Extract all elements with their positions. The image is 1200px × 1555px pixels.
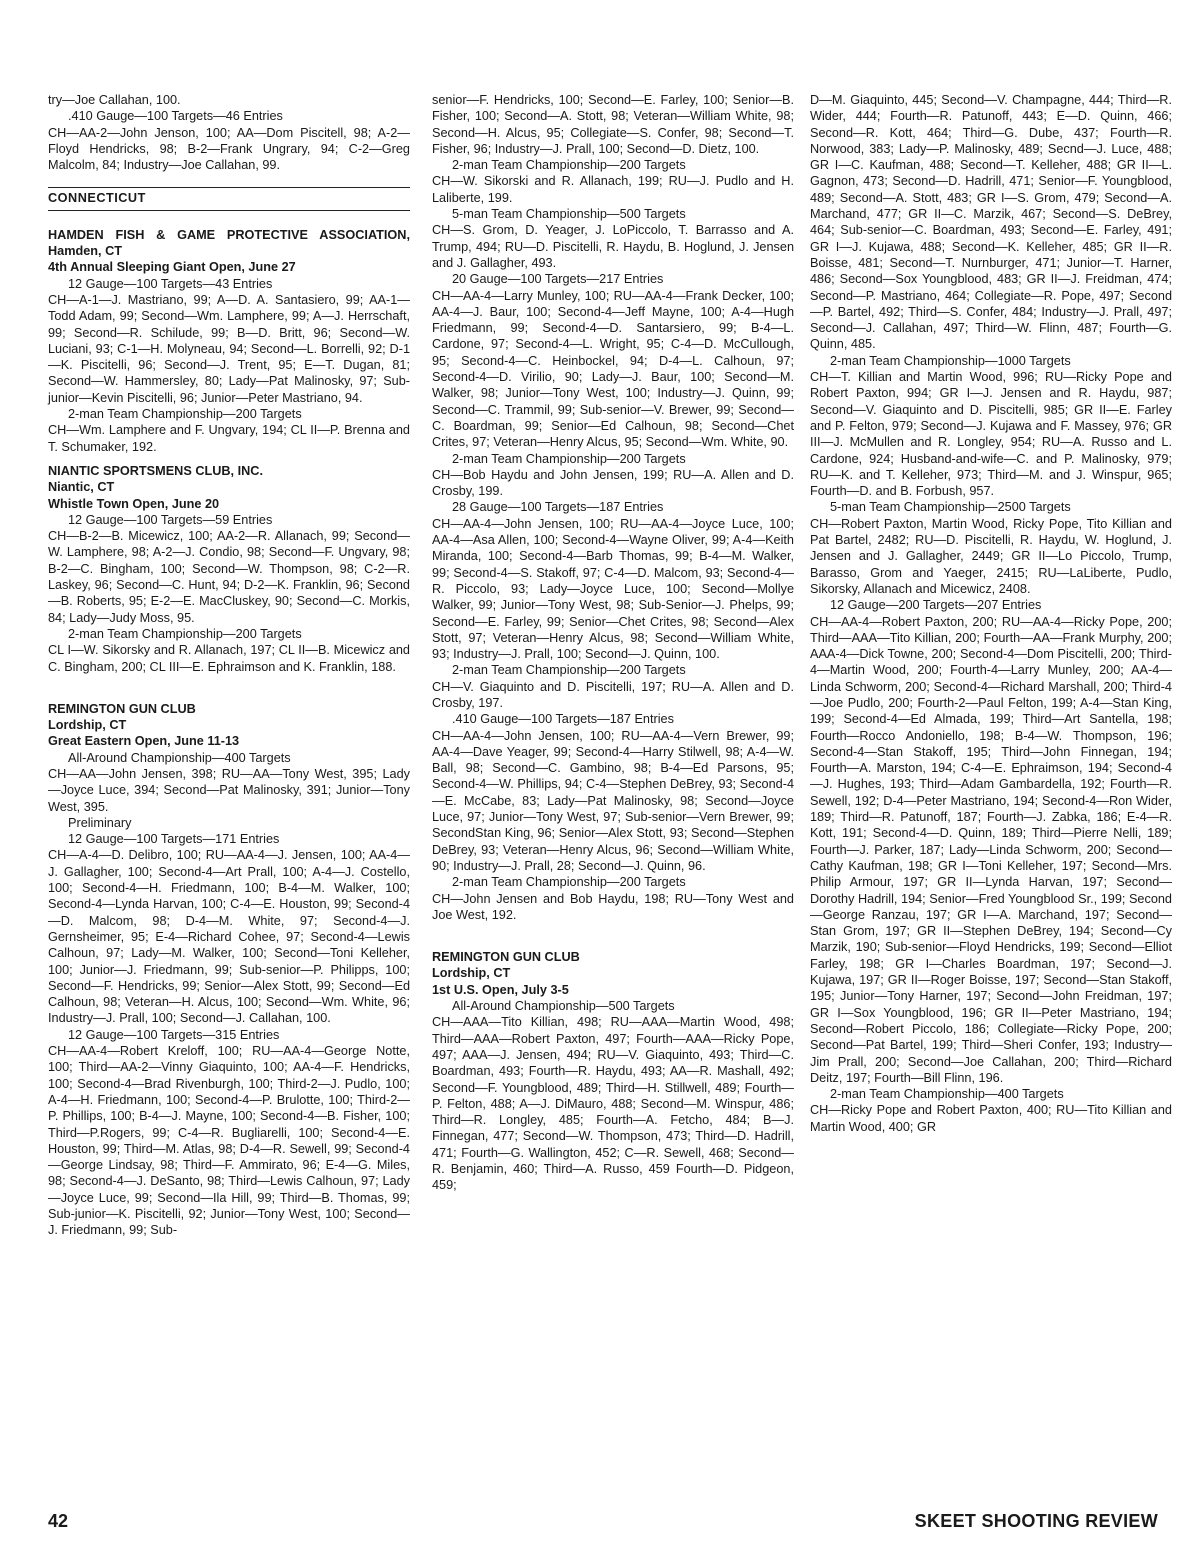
event-heading: 2-man Team Championship—400 Targets bbox=[830, 1087, 1064, 1102]
results-text: CH—AA-4—Robert Paxton, 200; RU—AA-4—Ricky Pope, 200; Third—AAA—Tito Killian, 200; Fourth—AA—Frank Murphy, 200; AAA-4—Dick Towne, 200; Second-4—Dom Piscitelli, 200; Third-4—Martin Wood, 200; Fourth-4—Larry Munley, 200; AA-4—Linda Schworm, 200; Second-4—Richard Marshall, 200; Third-4—Joe Pudlo, 200; Fourth-2—Paul Felton, 199; A-4—Stan King, 199; Second-4—Ed Almada, 199; Third—Art Santella, 198; Fourth—Rocco Andoniello, 198; B-4—W. Thompson, 196; Second-4—Stan Stakoff, 195; Third—John Finnegan, 194; Fourth—A. Marston, 194; C-4—E. Ephraimson, 194; Second-4—J. Hughes, 193; Third—Adam Gambardella, 192; Fourth—R. Sewell, 192; D-4—Peter Mastriano, 194; Second-4—Ron Wider, 189; Third—R. Patunoff, 187; Fourth—J. Zabka, 186; E-4—R. Kott, 191; Second-4—D. Quinn, 189; Third—Pierre Nelli, 189; Fourth—J. Parker, 187; Lady—Linda Schworm, 200; Second—Cathy Kaufman, 198; GR I—Toni Kelleher, 197; Second—Mrs. Philip Armour, 197; GR II—Lynda Harvan, 197; Second—Dorothy Hadrill, 194; Senior—Fred Youngblood Sr., 199; Second—George Ranzau, 197; GR I—A. Marchand, 197; Second—Stan Grom, 197; GR II—Stephen DeBrey, 194; Second—Cy Marzik, 190; Sub-senior—Floyd Hendricks, 199; Second—Elliot Farley, 198; GR I—Charles Boardman, 197; Second—J. Kujawa, 197; GR II—Roger Boisse, 197; Second—Stan Stakoff, 195; Junior—Tony Harner, 197; Second—John Freidman, 197; GR I—Sox Youngblood, 196; GR II—Peter Mastriano, 194; Second—Robert Piccolo, 186; Collegiate—Ricky Pope, 200; Second—Pat Bartel, 199; Third—Sheri Confer, 193; Industry—Jim Prall, 200; Second—Joe Callahan, 200; Third—Richard Deitz, 197; Fourth—Bill Flinn, 196. bbox=[810, 614, 1172, 1085]
results-text: CH—S. Grom, D. Yeager, J. LoPiccolo, T. Barrasso and A. Trump, 494; RU—D. Piscitelli, R. Haydu, B. Hoglund, J. Jensen and J. Gallagher, 493. bbox=[432, 223, 794, 270]
club-name: REMINGTON GUN CLUB bbox=[48, 701, 196, 716]
results-text: CH—AA-4—Robert Kreloff, 100; RU—AA-4—George Notte, 100; Third—AA-2—Vinny Giaquinto, 100; AA-4—F. Hendricks, 100; Second-4—Brad Rivenburgh, 100; Third-2—J. Pudlo, 100; A-4—H. Friedmann, 100; Second-4—P. Brulotte, 100; Third-2—P. Phillips, 100; B-4—J. Mayne, 100; Second-4—B. Fisher, 100; Third—P.Rogers, 99; C-4—R. Bugliarelli, 100; Second-4—E. Houston, 99; Third—M. Atlas, 98; D-4—R. Sewell, 99; Second-4—George Lindsay, 98; Third—F. Ammirato, 96; E-4—G. Miles, 98; Second-4—J. DeSanto, 98; Third—Lewis Calhoun, 97; Lady—Joyce Luce, 99; Second—Ila Hill, 99; Third—B. Thomas, 99; Sub-junior—K. Piscitelli, 92; Junior—Tony West, 100; Second—J. Friedmann, 99; Sub- bbox=[48, 1044, 410, 1238]
results-text: CH—A-1—J. Mastriano, 99; A—D. A. Santasiero, 99; AA-1—Todd Adam, 99; Second—Wm. Lamphere, 99; A—J. Herrschaft, 99; Second—R. Schilude, 99; B—D. Britt, 96; Second—W. Luciani, 93; C-1—H. Molyneau, 94; Second—L. Borrelli, 92; D-1—K. Piscitelli, 96; Second—J. Trent, 95; E—T. Dugan, 81; Second—W. Hammersley, 80; Lady—Pat Malinosky, 97; Sub-junior—Kevin Piscitelli, 96; Junior—Peter Mastriano, 94. bbox=[48, 292, 410, 405]
page-number: 42 bbox=[48, 1511, 69, 1531]
column-1 bbox=[48, 92, 410, 1239]
event-heading: All-Around Championship—500 Targets bbox=[452, 999, 675, 1014]
club-name: REMINGTON GUN CLUB bbox=[432, 950, 580, 965]
results-text: try—Joe Callahan, 100. bbox=[48, 93, 181, 107]
results-text: CH—AAA—Tito Killian, 498; RU—AAA—Martin Wood, 498; Third—AAA—Robert Paxton, 497; Fourth—AAA—Ricky Pope, 497; AAA—J. Jensen, 494; RU—V. Giaquinto, 493; Third—C. Boardman, 493; Fourth—R. Haydu, 493; AA—R. Mashall, 492; Second—F. Youngblood, 489; Third—H. Stillwell, 489; Fourth—P. Felton, 488; A—J. DiMauro, 488; Second—M. Winspur, 486; Third—R. Longley, 485; Fourth—A. Fetcho, 484; B—J. Finnegan, 477; Second—W. Thompson, 473; Third—D. Hadrill, 471; Fourth—G. Wallington, 452; C—R. Sewell, 468; Second—R. Benjamin, 460; Third—A. Russo, 459 Fourth—D. Pidgeon, 459; bbox=[432, 1015, 794, 1193]
club-name: NIANTIC SPORTSMENS CLUB, INC. bbox=[48, 463, 263, 478]
event-heading: 5-man Team Championship—2500 Targets bbox=[830, 500, 1071, 515]
results-text: CH—AA-4—John Jensen, 100; RU—AA-4—Vern Brewer, 99; AA-4—Dave Yeager, 99; Second-4—Harry Stilwell, 98; A-4—W. Ball, 98; Second—C. Gambino, 98; B-4—Ed Parsons, 95; Second-4—W. Phillips, 94; C-4—Stephen DeBrey, 93; Second-4—E. McCabe, 83; Lady—Pat Malinosky, 98; Second—Joyce Luce, 97; Junior—Tony West, 97; Sub-senior—Vern Brewer, 99; SecondStan King, 96; Senior—Alex Stott, 93; Second—Stephen DeBrey, 93; Veteran—Henry Alcus, 96; Second—William White, 90; Industry—J. Prall, 28; Second—J. Quinn, 96. bbox=[432, 728, 794, 873]
shoot-title: 1st U.S. Open, July 3-5 bbox=[432, 982, 569, 997]
club-name: HAMDEN FISH & GAME PROTECTIVE ASSOCIATION, Hamden, CT bbox=[48, 227, 410, 259]
event-heading: 5-man Team Championship—500 Targets bbox=[452, 207, 686, 222]
event-heading: .410 Gauge—100 Targets—187 Entries bbox=[452, 712, 674, 727]
shoot-title: Whistle Town Open, June 20 bbox=[48, 496, 220, 511]
shoot-title: 4th Annual Sleeping Giant Open, June 27 bbox=[48, 260, 296, 275]
event-heading: 12 Gauge—100 Targets—315 Entries bbox=[68, 1027, 280, 1042]
event-heading: 20 Gauge—100 Targets—217 Entries bbox=[452, 272, 664, 287]
event-heading: .410 Gauge—100 Targets—46 Entries bbox=[68, 109, 283, 124]
results-text: CH—AA-4—John Jensen, 100; RU—AA-4—Joyce Luce, 100; AA-4—Asa Allen, 100; Second-4—Wayne Oliver, 99; A-4—Keith Miranda, 100; Second-4—Barb Thomas, 99; B-4—M. Walker, 99; Second-4—S. Stakoff, 97; C-4—D. Malcom, 93; Second-4—R. Piccolo, 93; Lady—Joyce Luce, 100; Second—Mollye Walker, 99; Junior—Tony West, 98; Sub-Senior—J. Phelps, 99; Second—E. Farley, 99; Senior—Chet Crites, 98; Second—Alex Stott, 97; Veteran—Henry Alcus, 98; Second—William White, 93; Industry—J. Prall, 100; Second—J. Quinn, 100. bbox=[432, 516, 794, 662]
results-text: CH—A-4—D. Delibro, 100; RU—AA-4—J. Jensen, 100; AA-4—J. Gallagher, 100; Second-4—Art Prall, 100; A-4—J. Costello, 100; Second-4—H. Friedmann, 100; B-4—M. Walker, 100; Second-4—Lynda Harvan, 100; C-4—E. Houston, 99; Second-4—D. Malcom, 98; D-4—M. White, 97; Second-4—J. Gernsheimer, 95; E-4—Richard Cohee, 97; Second-4—Lewis Calhoun, 97; Lady—M. Walker, 100; Second—Toni Kelleher, 100; Junior—J. Friedmann, 99; Sub-senior—P. Philipps, 100; Second—F. Hendricks, 99; Senior—Alex Stott, 99; Second—Ed Calhoun, 98; Veteran—H. Alcus, 100; Second—Wm. White, 96; Industry—J. Prall, 100; Second—J. Callahan, 100. bbox=[48, 848, 410, 1026]
results-text: CH—Robert Paxton, Martin Wood, Ricky Pope, Tito Killian and Pat Bartel, 2482; RU—D. Piscitelli, R. Haydu, W. Hoglund, J. Jensen and J. Gallagher, 2449; GR II—Lo Piccolo, Trump, Barasso, Grom and Yaeger, 2415; RU—LaLiberte, Pudlo, Sikorsky, Allanach and Micewicz, 2408. bbox=[810, 516, 1172, 596]
event-heading: 12 Gauge—100 Targets—59 Entries bbox=[68, 512, 273, 527]
shoot-title: Great Eastern Open, June 11-13 bbox=[48, 734, 240, 749]
event-heading: 2-man Team Championship—200 Targets bbox=[452, 158, 686, 173]
column-3 bbox=[810, 92, 1172, 1135]
results-text: CL I—W. Sikorsky and R. Allanach, 197; CL II—B. Micewicz and C. Bingham, 200; CL III—E. Ephraimson and K. Franklin, 188. bbox=[48, 643, 410, 674]
event-heading: 12 Gauge—200 Targets—207 Entries bbox=[830, 598, 1042, 613]
state-heading: CONNECTICUT bbox=[48, 187, 410, 210]
results-text: senior—F. Hendricks, 100; Second—E. Farley, 100; Senior—B. Fisher, 100; Second—A. Stott, 98; Veteran—William White, 98; Second—H. Alcus, 95; Collegiate—S. Confer, 98; Second—T. Fisher, 96; Industry—J. Prall, 100; Second—D. Dietz, 100. bbox=[432, 93, 794, 156]
event-heading: 12 Gauge—100 Targets—171 Entries bbox=[68, 832, 280, 847]
event-heading: 2-man Team Championship—200 Targets bbox=[68, 407, 302, 422]
event-heading: 2-man Team Championship—200 Targets bbox=[452, 663, 686, 678]
event-heading: 2-man Team Championship—1000 Targets bbox=[830, 353, 1071, 368]
event-heading: 2-man Team Championship—200 Targets bbox=[452, 451, 686, 466]
results-text: CH—W. Sikorski and R. Allanach, 199; RU—J. Pudlo and H. Laliberte, 199. bbox=[432, 174, 794, 205]
results-text: CH—Ricky Pope and Robert Paxton, 400; RU—Tito Killian and Martin Wood, 400; GR bbox=[810, 1103, 1172, 1134]
results-text: CH—John Jensen and Bob Haydu, 198; RU—Tony West and Joe West, 192. bbox=[432, 891, 794, 922]
results-text: CH—AA—John Jensen, 398; RU—AA—Tony West, 395; Lady—Joyce Luce, 394; Second—Pat Malinosky, 391; Junior—Tony West, 395. bbox=[48, 766, 410, 814]
subheading: Preliminary bbox=[68, 815, 132, 830]
club-location: Niantic, CT bbox=[48, 480, 115, 495]
event-heading: 2-man Team Championship—200 Targets bbox=[68, 626, 302, 641]
publication-title: SKEET SHOOTING REVIEW bbox=[914, 1511, 1158, 1531]
results-text: CH—B-2—B. Micewicz, 100; AA-2—R. Allanach, 99; Second—W. Lamphere, 98; A-2—J. Condio, 98; Second—F. Ungvary, 98; B-2—C. Bingham, 100; Second—W. Thompson, 98; C-2—R. Laskey, 96; Second—C. Hunt, 94; D-2—K. Franklin, 96; Second—B. Roberts, 95; E-2—E. MacCluskey, 90; Second—C. Morkis, 84; Lady—Judy Moss, 95. bbox=[48, 529, 410, 625]
event-heading: All-Around Championship—400 Targets bbox=[68, 750, 291, 765]
results-text: CH—AA-2—John Jenson, 100; AA—Dom Piscitell, 98; A-2—Floyd Hendricks, 98; B-2—Frank Ungrary, 94; C-2—Greg Malcolm, 84; Industry—Joe Callahan, 99. bbox=[48, 125, 410, 173]
results-text: CH—T. Killian and Martin Wood, 996; RU—Ricky Pope and Robert Paxton, 994; GR I—J. Jensen and R. Haydu, 987; Second—V. Giaquinto and D. Piscitelli, 985; GR II—E. Farley and P. Felton, 979; Second—J. Kujawa and F. Massey, 976; GR III—J. McMullen and R. Longley, 954; RU—A. Russo and L. Cardone, 924; Husband-and-wife—C. and P. Malinosky, 979; RU—K. and T. Kelleher, 973; Third—M. and J. Winspur, 965; Fourth—D. and B. Forbush, 957. bbox=[810, 370, 1172, 499]
results-text: CH—Bob Haydu and John Jensen, 199; RU—A. Allen and D. Crosby, 199. bbox=[432, 467, 794, 499]
event-heading: 12 Gauge—100 Targets—43 Entries bbox=[68, 276, 273, 291]
club-location: Lordship, CT bbox=[48, 718, 127, 733]
results-text: D—M. Giaquinto, 445; Second—V. Champagne, 444; Third—R. Wider, 444; Fourth—R. Patunoff, 443; E—D. Quinn, 466; Second—R. Kott, 464; Third—G. Dube, 437; Fourth—R. Norwood, 383; Lady—P. Malinosky, 489; Secnd—J. Luce, 488; GR I—C. Kaufman, 488; Second—T. Kelleher, 488; GR II—L. Gagnon, 473; Second—D. Hadrill, 471; Senior—F. Youngblood, 489; Second—A. Stott, 483; GR I—S. Grom, 479; Second—A. Marchand, 477; GR II—C. Marzik, 467; Second—S. DeBrey, 464; Sub-senior—C. Boardman, 493; Second—E. Farley, 491; GR I—J. Kujawa, 488; Second—K. Kelleher, 485; GR II—R. Boisse, 481; Second—T. Nurnburger, 471; Junior—T. Harner, 486; Second—Sox Youngblood, 483; GR II—J. Freidman, 474; Second—P. Mastriano, 464; Collegiate—R. Pope, 497; Second—P. Bartel, 492; Third—S. Confer, 484; Industry—J. Prall, 497; Second—J. Callahan, 497; Third—W. Flinn, 487; Fourth—G. Quinn, 485. bbox=[810, 93, 1172, 352]
column-2 bbox=[432, 92, 794, 1194]
event-heading: 28 Gauge—100 Targets—187 Entries bbox=[452, 500, 664, 515]
event-heading: 2-man Team Championship—200 Targets bbox=[452, 875, 686, 890]
results-text: CH—AA-4—Larry Munley, 100; RU—AA-4—Frank Decker, 100; AA-4—J. Baur, 100; Second-4—Jeff Mayne, 100; A-4—Hugh Friedmann, 99; Second-4—D. Santarsiero, 99; B-4—L. Cardone, 97; Second-4—L. Wright, 95; C-4—D. McCullough, 95; Second-4—C. Heinbockel, 94; D-4—L. Calhoun, 97; Second-4—D. Virilio, 90; Lady—J. Baur, 100; Second—M. Walker, 98; Junior—Tony West, 100; Industry—J. Quinn, 99; Second—C. Trammil, 99; Sub-senior—V. Brewer, 99; Second—C. Boardman, 99; Senior—Ed Calhoun, 98; Second—Chet Crites, 97; Veteran—Henry Alcus, 95; Second—Wm. White, 90. bbox=[432, 288, 794, 450]
results-text: CH—V. Giaquinto and D. Piscitelli, 197; RU—A. Allen and D. Crosby, 197. bbox=[432, 679, 794, 710]
club-location: Lordship, CT bbox=[432, 966, 511, 981]
results-text: CH—Wm. Lamphere and F. Ungvary, 194; CL II—P. Brenna and T. Schumaker, 192. bbox=[48, 423, 410, 454]
